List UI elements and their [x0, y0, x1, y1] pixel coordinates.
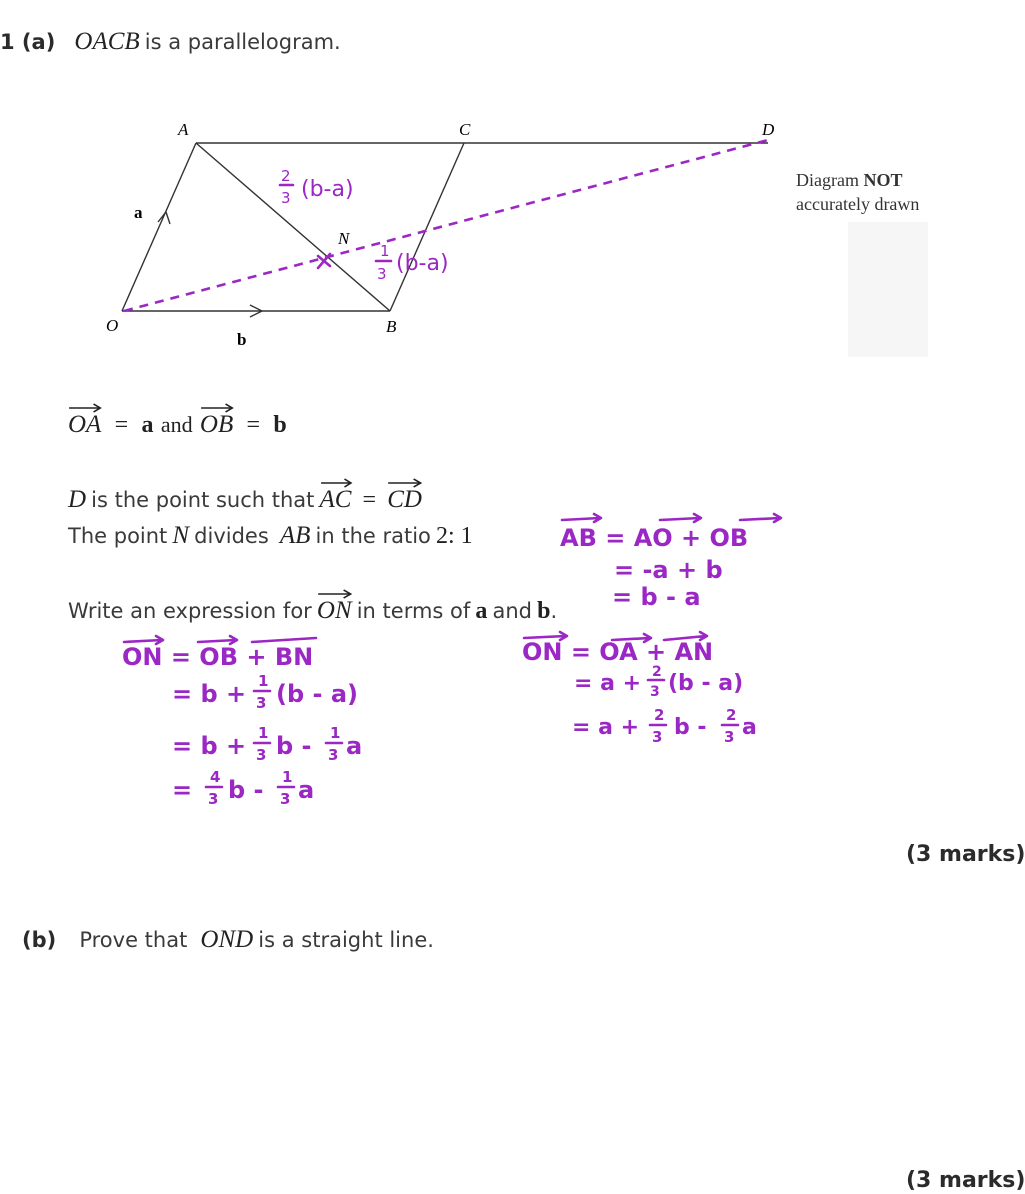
- segment-ab: AB: [279, 522, 311, 549]
- task-b-bold: b: [537, 598, 551, 624]
- svg-text:(b - a): (b - a): [276, 680, 358, 708]
- annotation-nb: [376, 242, 449, 283]
- ab-line-3: = b - a: [612, 583, 701, 611]
- svg-text:a: a: [742, 715, 757, 740]
- diagram-note: [796, 168, 919, 216]
- vector-ob: OB: [200, 412, 233, 437]
- ab-working: [560, 514, 781, 611]
- svg-text:1: 1: [282, 768, 293, 786]
- note-line1: Diagram: [796, 170, 864, 190]
- svg-text:3: 3: [208, 790, 219, 808]
- svg-text:1: 1: [258, 724, 269, 742]
- marks-a: (3 marks): [906, 842, 1025, 867]
- svg-text:3: 3: [724, 728, 735, 746]
- task-a-bold: a: [475, 598, 488, 624]
- vector-definitions: [68, 412, 287, 439]
- task-middle: in terms of: [356, 599, 471, 623]
- vector-b-bold: b: [273, 412, 287, 438]
- svg-text:2: 2: [652, 664, 662, 680]
- label-vector-b: b: [237, 330, 247, 349]
- svg-text:b -: b -: [228, 776, 264, 804]
- svg-text:b -: b -: [276, 732, 312, 760]
- svg-text:= b +: = b +: [172, 680, 247, 708]
- handwritten-working: [0, 490, 996, 820]
- svg-text:1: 1: [330, 724, 341, 742]
- d-def-text: is the point such that: [91, 488, 315, 512]
- n-def-middle: divides: [194, 524, 269, 548]
- point-n: N: [172, 522, 190, 549]
- on-working-right: [522, 632, 757, 746]
- svg-text:(b-a): (b-a): [301, 177, 354, 202]
- part-b-prefix: Prove that: [79, 928, 188, 952]
- label-o-point: O: [106, 316, 119, 335]
- eq-1: =: [114, 412, 129, 438]
- task-end: .: [550, 599, 558, 623]
- on-right-1: ON = OA + AN: [522, 638, 714, 666]
- vector-a-bold: a: [141, 412, 154, 438]
- part-b: [22, 926, 434, 954]
- question-statement: is a parallelogram.: [144, 30, 341, 54]
- part-b-label: (b): [22, 928, 57, 952]
- svg-text:1: 1: [258, 672, 269, 690]
- svg-text:3: 3: [281, 189, 291, 207]
- svg-text:(b - a): (b - a): [668, 671, 744, 696]
- svg-text:4: 4: [210, 768, 221, 786]
- n-def-suffix: in the ratio: [315, 524, 431, 548]
- label-b-point: B: [386, 317, 397, 336]
- shape-name: OACB: [74, 28, 140, 55]
- note-line2: accurately drawn: [796, 194, 920, 214]
- svg-text:3: 3: [280, 790, 291, 808]
- svg-text:(b-a): (b-a): [396, 251, 449, 276]
- ab-line-1: AB = AO + OB: [560, 524, 749, 552]
- part-b-ond: OND: [200, 926, 254, 953]
- svg-text:2: 2: [281, 167, 291, 185]
- label-vector-a: a: [134, 203, 143, 222]
- and-word: and: [160, 412, 193, 437]
- label-n-point: N: [338, 229, 350, 248]
- vector-on: ON: [317, 598, 352, 623]
- n-def-prefix: The point: [68, 524, 168, 548]
- side-oa: [122, 143, 196, 311]
- label-c-point: C: [459, 120, 471, 139]
- svg-text:2: 2: [726, 706, 737, 724]
- scan-shading: [848, 222, 928, 357]
- svg-text:=: =: [172, 776, 193, 804]
- on-left-1: ON = OB + BN: [122, 643, 314, 671]
- ab-line-2: = -a + b: [614, 556, 723, 584]
- svg-text:3: 3: [652, 728, 663, 746]
- point-n-marker: [318, 254, 330, 268]
- svg-text:3: 3: [328, 746, 339, 764]
- svg-text:= a +: = a +: [574, 671, 642, 696]
- eq-3: =: [362, 487, 377, 513]
- label-a-point: A: [178, 120, 189, 139]
- svg-text:= b +: = b +: [172, 732, 247, 760]
- svg-text:3: 3: [377, 265, 387, 283]
- vector-ac: AC: [320, 487, 352, 512]
- point-d: D: [68, 486, 87, 513]
- task-prefix: Write an expression for: [68, 599, 312, 623]
- task-and: and: [492, 599, 532, 623]
- dashed-line-od: [124, 140, 768, 311]
- part-b-suffix: is a straight line.: [258, 928, 434, 952]
- vector-oa: OA: [68, 412, 101, 437]
- svg-text:1: 1: [380, 242, 390, 260]
- diagonal-ab: [196, 143, 390, 311]
- svg-text:a: a: [298, 776, 315, 804]
- vector-cd: CD: [387, 487, 422, 512]
- marks-b: (3 marks): [906, 1168, 1025, 1193]
- svg-text:2: 2: [654, 706, 665, 724]
- label-d-point: D: [762, 120, 775, 139]
- annotation-an: [280, 167, 354, 207]
- question-number: 1 (a): [0, 30, 56, 54]
- svg-text:= a +: = a +: [572, 715, 640, 740]
- side-cb: [390, 143, 464, 311]
- on-working-left: [122, 636, 362, 808]
- svg-text:3: 3: [256, 694, 267, 712]
- svg-text:a: a: [346, 732, 363, 760]
- svg-text:3: 3: [256, 746, 267, 764]
- note-not: NOT: [863, 170, 903, 190]
- svg-text:b -: b -: [674, 715, 707, 740]
- arrow-a: [158, 212, 170, 224]
- eq-2: =: [246, 412, 261, 438]
- ratio-value: 2: 1: [436, 523, 473, 549]
- svg-text:3: 3: [650, 684, 660, 700]
